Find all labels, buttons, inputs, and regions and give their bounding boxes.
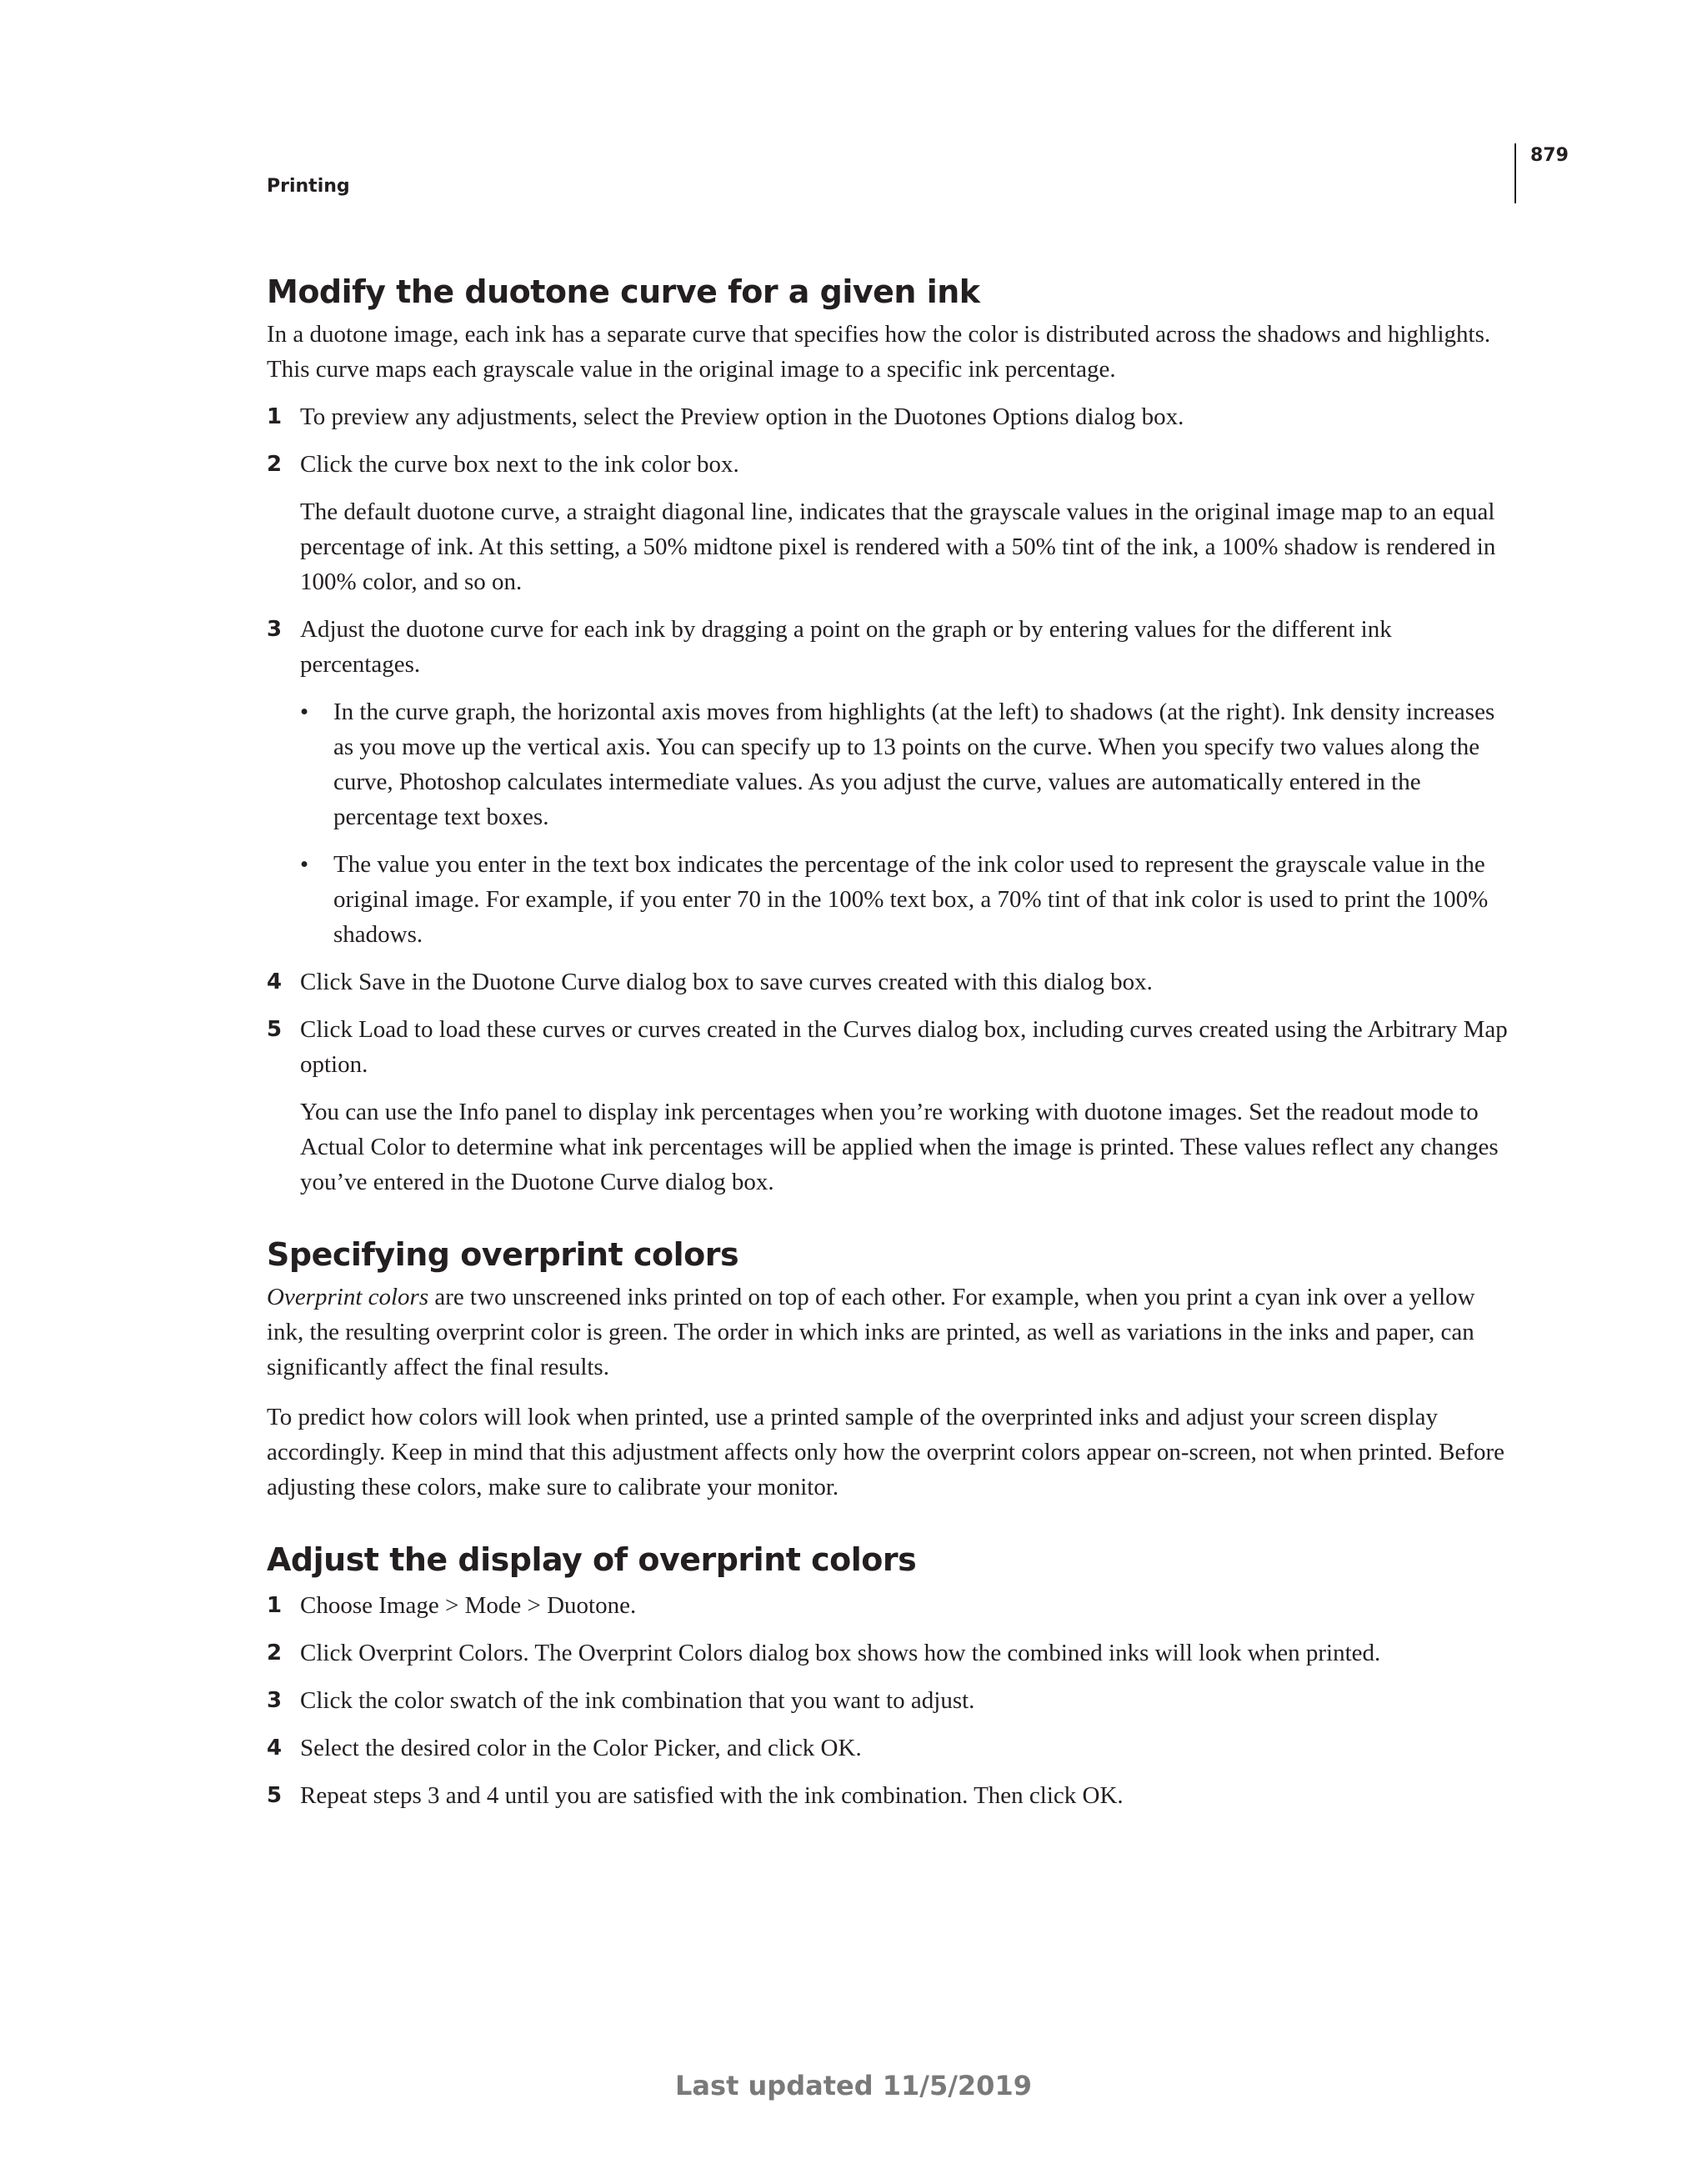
step-text: Click the color swatch of the ink combination that you want to adjust. xyxy=(300,1687,975,1714)
page-content xyxy=(267,267,1509,1813)
step-item xyxy=(267,1588,1509,1623)
section-heading-adjust-overprint-display: Adjust the display of overprint colors xyxy=(267,1541,917,1578)
step-text: Select the desired color in the Color Picker, and click OK. xyxy=(300,1735,862,1761)
step-number: 3 xyxy=(267,1688,283,1713)
page-number: 879 xyxy=(1530,145,1569,166)
step-number: 4 xyxy=(267,1736,283,1761)
section1-intro: In a duotone image, each ink has a separate curve that specifies how the color is distributed across the shadows and highlights. This curve maps each grayscale value in the original image to a specific ink percentage. xyxy=(267,321,1491,383)
step-number: 5 xyxy=(267,1783,283,1808)
step-note: The default duotone curve, a straight diagonal line, indicates that the grayscale values in the original image map to an equal percentage of ink. At this setting, a 50% midtone pixel is rendered with a 50% tint of the ink, a 100% shadow is rendered in 100% color, and so on. xyxy=(300,498,1496,595)
step-text: Repeat steps 3 and 4 until you are satisfied with the ink combination. Then click OK. xyxy=(300,1782,1124,1809)
step-item xyxy=(267,399,1509,434)
header-rule xyxy=(1514,143,1516,203)
step-text: To preview any adjustments, select the Preview option in the Duotones Options dialog box. xyxy=(300,403,1184,430)
bullet-text: The value you enter in the text box indicates the percentage of the ink color used to represent the grayscale value in the original image. For example, if you enter 70 in the 100% text box, a 70% tint of that ink color is used to print the 100% shadows. xyxy=(333,851,1489,948)
step-text: Click Save in the Duotone Curve dialog box to save curves created with this dialog box. xyxy=(300,969,1153,995)
step-item xyxy=(267,1683,1509,1718)
bullet-item xyxy=(300,847,1509,952)
running-header: Printing xyxy=(267,176,350,197)
step-item xyxy=(267,612,1509,952)
step-item xyxy=(267,1012,1509,1200)
bullet-text: In the curve graph, the horizontal axis moves from highlights (at the left) to shadows (at the right). Ink density increases as you move up the vertical axis. You can specify up to 13 points on the curve. When you specify two values along the curve, Photoshop calculates intermediate values. As you adjust the curve, values are automatically entered in the percentage text boxes. xyxy=(333,699,1495,830)
step-note: You can use the Info panel to display ink percentages when you’re working with duotone images. Set the readout mode to Actual Color to determine what ink percentages will be applied when the image is printed. These values reflect any changes you’ve entered in the Duotone Curve dialog box. xyxy=(300,1099,1499,1195)
step-item xyxy=(267,1635,1509,1671)
paragraph-text: are two unscreened inks printed on top of each other. For example, when you print a cyan ink over a yellow ink, the resulting overprint color is green. The order in which inks are printed, as well as variations in the inks and paper, can significantly affect the final results. xyxy=(267,1284,1475,1380)
step-number: 3 xyxy=(267,617,283,642)
step-number: 4 xyxy=(267,969,283,994)
section3-steps xyxy=(267,1588,1509,1813)
step-item xyxy=(267,447,1509,599)
step-item xyxy=(267,964,1509,999)
step-bullet-list xyxy=(300,694,1509,952)
bullet-item xyxy=(300,694,1509,834)
section2-paragraph-1 xyxy=(267,1280,1509,1385)
step-number: 1 xyxy=(267,404,283,429)
step-number: 1 xyxy=(267,1593,283,1618)
section2-paragraph-2: To predict how colors will look when printed, use a printed sample of the overprinted inks and adjust your screen display accordingly. Keep in mind that this adjustment affects only how the overprint colors appear on-screen, not when printed. Before adjusting these colors, make sure to calibrate your monitor. xyxy=(267,1404,1505,1500)
section-heading-modify-duotone-curve: Modify the duotone curve for a given ink xyxy=(267,273,980,310)
step-number: 2 xyxy=(267,452,283,477)
step-text: Click the curve box next to the ink color box. xyxy=(300,451,739,478)
step-number: 2 xyxy=(267,1641,283,1666)
step-text: Click Load to load these curves or curves created in the Curves dialog box, including curves created using the Arbitrary Map option. xyxy=(300,1016,1508,1078)
section-heading-specifying-overprint-colors: Specifying overprint colors xyxy=(267,1236,739,1273)
step-number: 5 xyxy=(267,1017,283,1042)
step-text: Adjust the duotone curve for each ink by dragging a point on the graph or by entering values for the different ink percentages. xyxy=(300,616,1392,678)
step-text: Choose Image > Mode > Duotone. xyxy=(300,1592,637,1619)
step-item xyxy=(267,1731,1509,1766)
term-overprint-colors: Overprint colors xyxy=(267,1284,429,1310)
step-item xyxy=(267,1778,1509,1813)
step-text: Click Overprint Colors. The Overprint Colors dialog box shows how the combined inks will look when printed. xyxy=(300,1640,1381,1666)
section1-steps xyxy=(267,399,1509,1200)
bullet-symbol: • xyxy=(300,699,309,725)
bullet-symbol: • xyxy=(300,851,309,878)
footer-last-updated: Last updated 11/5/2019 xyxy=(675,2070,1032,2101)
